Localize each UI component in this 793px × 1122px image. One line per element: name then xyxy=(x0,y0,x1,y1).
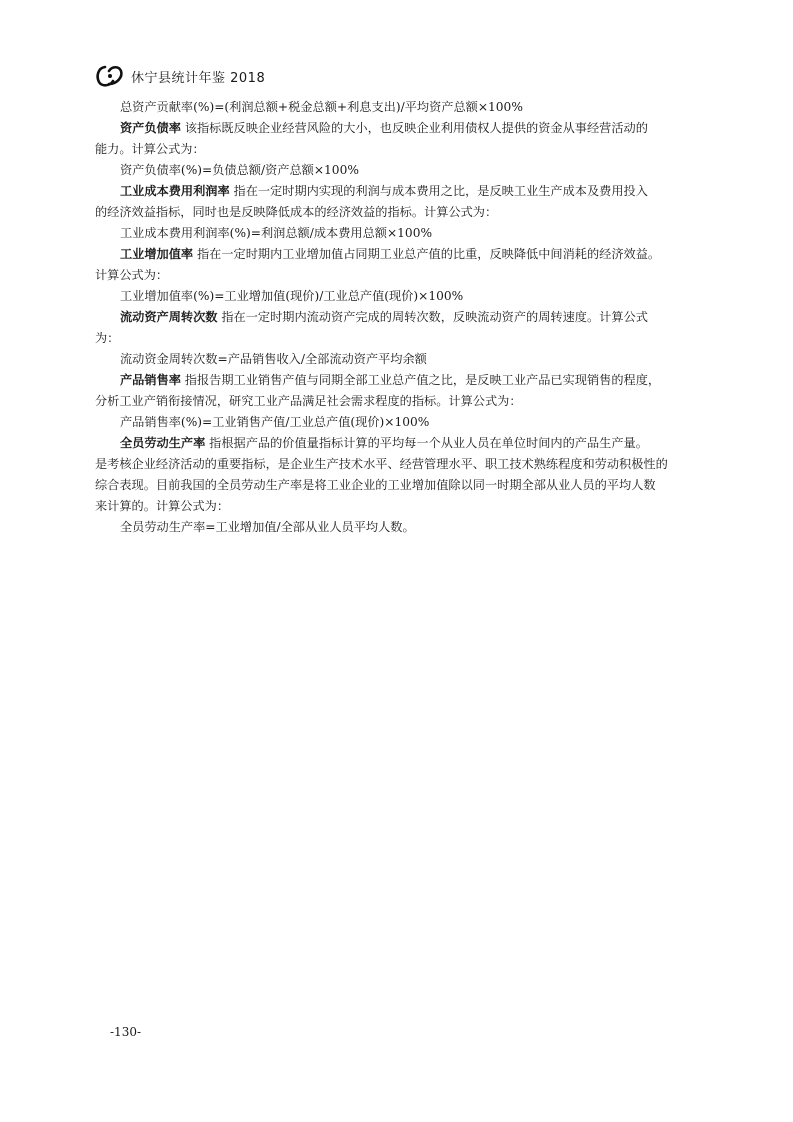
line-text: 指报告期工业销售产值与同期全部工业总产值之比，是反映工业产品已实现销售的程度， xyxy=(180,373,661,387)
definitions-body xyxy=(95,97,700,538)
text-line xyxy=(95,496,700,517)
line-text: 总资产贡献率(%)=(利润总额+税金总额+利息支出)/平均资产总额×100% xyxy=(120,100,523,114)
text-line xyxy=(95,517,700,538)
text-line xyxy=(95,391,700,412)
text-line xyxy=(95,244,700,265)
text-line xyxy=(95,349,700,370)
text-line xyxy=(95,412,700,433)
indicator-term: 资产负债率 xyxy=(120,121,181,135)
line-text: 产品销售率(%)=工业销售产值/工业总产值(现价)×100% xyxy=(120,415,430,429)
indicator-term: 工业成本费用利润率 xyxy=(120,184,230,198)
line-text: 计算公式为： xyxy=(95,268,169,282)
page-number: -130- xyxy=(110,1025,142,1039)
text-line xyxy=(95,328,700,349)
line-text: 指在一定时期内工业增加值占同期工业总产值的比重，反映降低中间消耗的经济效益。 xyxy=(193,247,661,261)
text-line xyxy=(95,97,700,118)
text-line xyxy=(95,160,700,181)
text-line xyxy=(95,139,700,160)
text-line xyxy=(95,433,700,454)
indicator-term: 工业增加值率 xyxy=(120,247,194,261)
text-line xyxy=(95,265,700,286)
text-line xyxy=(95,475,700,496)
text-line xyxy=(95,454,700,475)
page-header xyxy=(95,62,265,90)
line-text: 指在一定时期内流动资产完成的周转次数，反映流动资产的周转速度。计算公式 xyxy=(217,310,648,324)
line-text: 分析工业产销衔接情况，研究工业产品满足社会需求程度的指标。计算公式为： xyxy=(95,394,522,408)
text-line xyxy=(95,202,700,223)
line-text: 的经济效益指标，同时也是反映降低成本的经济效益的指标。计算公式为： xyxy=(95,205,498,219)
line-text: 流动资金周转次数=产品销售收入/全部流动资产平均余额 xyxy=(120,352,427,366)
indicator-term: 全员劳动生产率 xyxy=(120,436,206,450)
line-text: 能力。计算公式为： xyxy=(95,142,205,156)
book-title: 休宁县统计年鉴 2018 xyxy=(131,70,266,86)
line-text: 来计算的。计算公式为： xyxy=(95,499,230,513)
indicator-term: 流动资产周转次数 xyxy=(120,310,218,324)
text-line xyxy=(95,181,700,202)
text-line xyxy=(95,370,700,391)
yearbook-logo-icon xyxy=(95,64,125,88)
text-line xyxy=(95,286,700,307)
line-text: 指在一定时期内实现的利润与成本费用之比，是反映工业生产成本及费用投入 xyxy=(229,184,648,198)
text-line xyxy=(95,223,700,244)
text-line xyxy=(95,118,700,139)
text-line xyxy=(95,307,700,328)
line-text: 资产负债率(%)=负债总额/资产总额×100% xyxy=(120,163,359,177)
indicator-term: 产品销售率 xyxy=(120,373,181,387)
line-text: 为： xyxy=(95,331,120,345)
line-text: 工业成本费用利润率(%)=利润总额/成本费用总额×100% xyxy=(120,226,433,240)
line-text: 是考核企业经济活动的重要指标，是企业生产技术水平、经营管理水平、职工技术熟练程度和劳动积极性的 xyxy=(95,457,668,471)
line-text: 该指标既反映企业经营风险的大小，也反映企业利用债权人提供的资金从事经营活动的 xyxy=(180,121,648,135)
line-text: 综合表现。目前我国的全员劳动生产率是将工业企业的工业增加值除以同一时期全部从业人员的平均人数 xyxy=(95,478,656,492)
line-text: 工业增加值率(%)=工业增加值(现价)/工业总产值(现价)×100% xyxy=(120,289,464,303)
line-text: 全员劳动生产率=工业增加值/全部从业人员平均人数。 xyxy=(120,520,415,534)
line-text: 指根据产品的价值量指标计算的平均每一个从业人员在单位时间内的产品生产量。 xyxy=(205,436,648,450)
